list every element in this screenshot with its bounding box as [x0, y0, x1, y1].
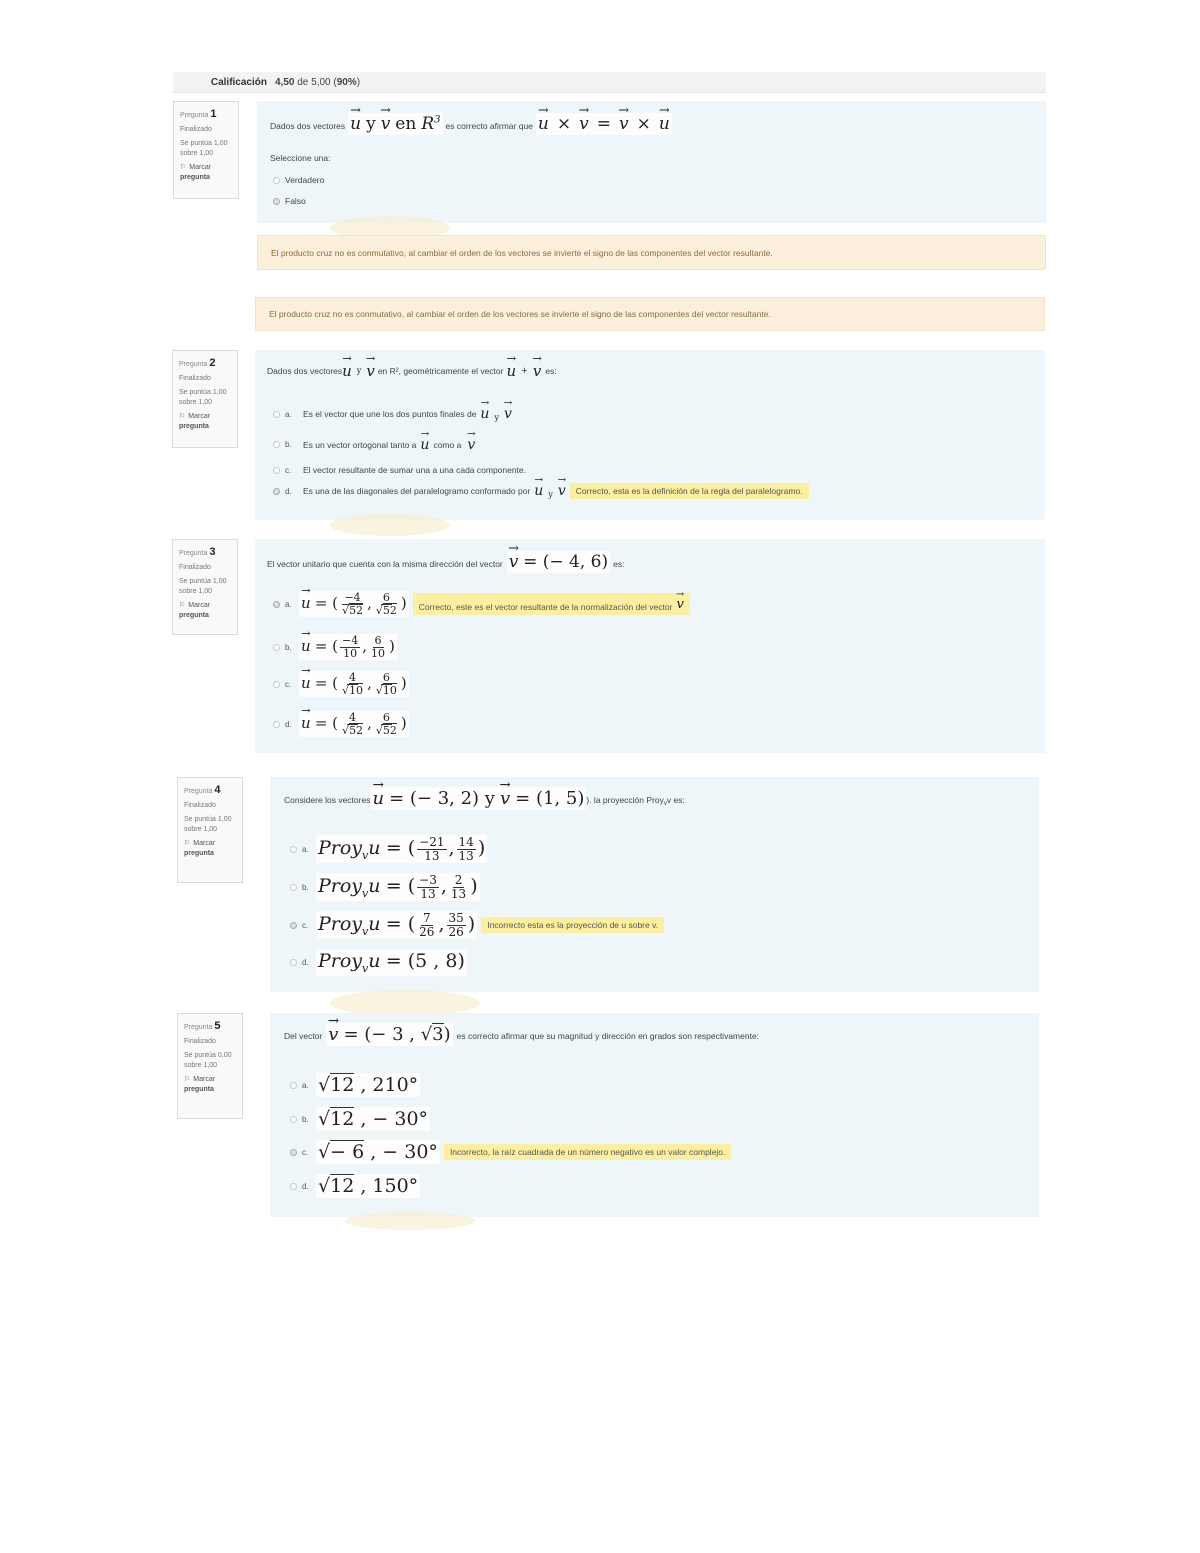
option-3c[interactable]: c. → u = ( $\frac{4}{√10}$ , $\frac{6}{√10}$ )	[273, 671, 409, 697]
radio-4d[interactable]	[290, 959, 297, 966]
option-5b[interactable]: b. √12 , − 30°	[290, 1107, 430, 1131]
option-3d[interactable]: d. → u = ( $\frac{4}{√52}$ , $\frac{6}{√52}$ )	[273, 711, 409, 737]
option-3a[interactable]: a. → u = ( $\frac{-4}{√52}$ , $\frac{6}{√52}$ ) Correcto, este es el vector resultante de la normalización del vector → v	[273, 591, 690, 617]
option-3b[interactable]: b. → u = ( $\frac{-4}{10}$ , $\frac{6}{10}$ )	[273, 634, 397, 660]
radio-5b[interactable]	[290, 1116, 297, 1123]
option-4d[interactable]: d. Proy$_v$u = (5 , 8)	[290, 949, 467, 976]
flag-icon: ⚐	[179, 413, 186, 421]
question-info-2: Pregunta 2 Finalizado Se puntúa 1,00 sobre 1,00 ⚐ Marcar pregunta	[172, 350, 238, 448]
flag-question-1[interactable]: ⚐ Marcar pregunta	[180, 164, 212, 181]
question-text-1: Dados dos vectores → u y → v en $R^3$ es correcto afirmar que → u × → v = → v × → u	[270, 113, 672, 135]
option-2b[interactable]: b. Es un vector ortogonal tanto a → u como a → v	[273, 436, 475, 453]
flag-icon: ⚐	[179, 602, 186, 610]
radio-2d[interactable]	[273, 488, 280, 495]
question-info-4: Pregunta 4 Finalizado Se puntúa 1,00 sobre 1,00 ⚐ Marcar pregunta	[177, 777, 243, 883]
option-5c[interactable]: c. √− 6 , − 30° Incorrecto, la raíz cuadrada de un número negativo es un valor complejo.	[290, 1140, 731, 1164]
grade-value: 4,50 de 5,00 (90%)	[275, 76, 361, 88]
option-4c[interactable]: c. Proy$_v$u = ( $\frac{7}{26}$ , $\frac{35}{26}$ ) Incorrecto esta es la proyección de u sobre v.	[290, 911, 664, 939]
question-content-2	[255, 350, 1045, 520]
radio-true[interactable]	[273, 177, 280, 184]
grade-summary	[173, 72, 1046, 93]
option-2d[interactable]: d. Es una de las diagonales del paralelogramo conformado por → u y → v Correcto, esta es la definición de la regla del paralelogramo.	[273, 483, 809, 499]
radio-3c[interactable]	[273, 681, 280, 688]
option-4a[interactable]: a. Proy$_v$u = ( $\frac{-21}{13}$ , $\frac{14}{13}$ )	[290, 835, 487, 863]
select-one-label: Seleccione una:	[270, 153, 331, 163]
question-content-3	[255, 539, 1045, 753]
flag-icon: ⚐	[184, 840, 191, 848]
question-info-3: Pregunta 3 Finalizado Se puntúa 1,00 sobre 1,00 ⚐ Marcar pregunta	[172, 539, 238, 635]
flag-question-4[interactable]: ⚐ Marcar pregunta	[184, 840, 216, 857]
radio-5a[interactable]	[290, 1082, 297, 1089]
feedback-2: Correcto, esta es la definición de la regla del paralelogramo.	[570, 483, 809, 499]
feedback-3: Correcto, este es el vector resultante de la normalización del vector → v	[413, 593, 690, 615]
flag-icon: ⚐	[180, 164, 187, 172]
feedback-4: Incorrecto esta es la proyección de u sobre v.	[481, 917, 664, 933]
radio-false[interactable]	[273, 198, 280, 205]
grade-label: Calificación	[210, 76, 267, 88]
feedback-5: Incorrecto, la raíz cuadrada de un número negativo es un valor complejo.	[444, 1144, 731, 1160]
general-feedback-1: El producto cruz no es conmutativo, al cambiar el orden de los vectores se invierte el signo de las componentes del vector resultante.	[255, 297, 1045, 331]
option-5a[interactable]: a. √12 , 210°	[290, 1073, 420, 1097]
option-2a[interactable]: a. Es el vector que une los dos puntos finales de → u y → v	[273, 406, 512, 422]
option-2c[interactable]: c. El vector resultante de sumar una a una cada componente.	[273, 465, 526, 475]
question-info-1: Pregunta 1 Finalizado Se puntúa 1,00 sobre 1,00 ⚐ Marcar pregunta	[173, 101, 239, 199]
specific-feedback-1: El producto cruz no es conmutativo, al cambiar el orden de los vectores se invierte el signo de las componentes del vector resultante.	[257, 235, 1046, 270]
radio-3d[interactable]	[273, 721, 280, 728]
question-content-5	[270, 1013, 1039, 1217]
question-text-4: Considere los vectores → u = (− 3, 2) y → v = (1, 5) ). la proyección Proy $_v$ v es:	[284, 787, 685, 810]
question-content-1	[257, 101, 1046, 223]
radio-2a[interactable]	[273, 411, 280, 418]
flag-icon: ⚐	[184, 1076, 191, 1084]
option-true[interactable]: Verdadero	[273, 175, 324, 185]
question-content-4	[270, 777, 1039, 992]
radio-3b[interactable]	[273, 644, 280, 651]
question-info-5: Pregunta 5 Finalizado Se puntúa 0,00 sobre 1,00 ⚐ Marcar pregunta	[177, 1013, 243, 1119]
option-false[interactable]: Falso	[273, 196, 306, 206]
option-5d[interactable]: d. √12 , 150°	[290, 1174, 420, 1198]
radio-3a[interactable]	[273, 601, 280, 608]
question-text-3: El vector unitario que cuenta con la misma dirección del vector → v = (− 4, 6) es:	[267, 551, 624, 573]
radio-5c[interactable]	[290, 1149, 297, 1156]
radio-4c[interactable]	[290, 922, 297, 929]
question-text-2: Dados dos vectores → u y → v en R², geométricamente el vector → u + → v es:	[267, 362, 557, 380]
radio-2b[interactable]	[273, 441, 280, 448]
flag-question-3[interactable]: ⚐ Marcar pregunta	[179, 602, 211, 619]
question-text-5: Del vector → v = (− 3 , √3) es correcto afirmar que su magnitud y dirección en grados son respectivamente:	[284, 1023, 759, 1046]
decorative-shape	[330, 514, 450, 536]
radio-4a[interactable]	[290, 846, 297, 853]
radio-5d[interactable]	[290, 1183, 297, 1190]
radio-2c[interactable]	[273, 467, 280, 474]
decorative-shape	[345, 1212, 475, 1230]
option-4b[interactable]: b. Proy$_v$u = ( $\frac{-3}{13}$ , $\frac{2}{13}$ )	[290, 873, 480, 901]
radio-4b[interactable]	[290, 884, 297, 891]
flag-question-5[interactable]: ⚐ Marcar pregunta	[184, 1076, 216, 1093]
flag-question-2[interactable]: ⚐ Marcar pregunta	[179, 413, 211, 430]
